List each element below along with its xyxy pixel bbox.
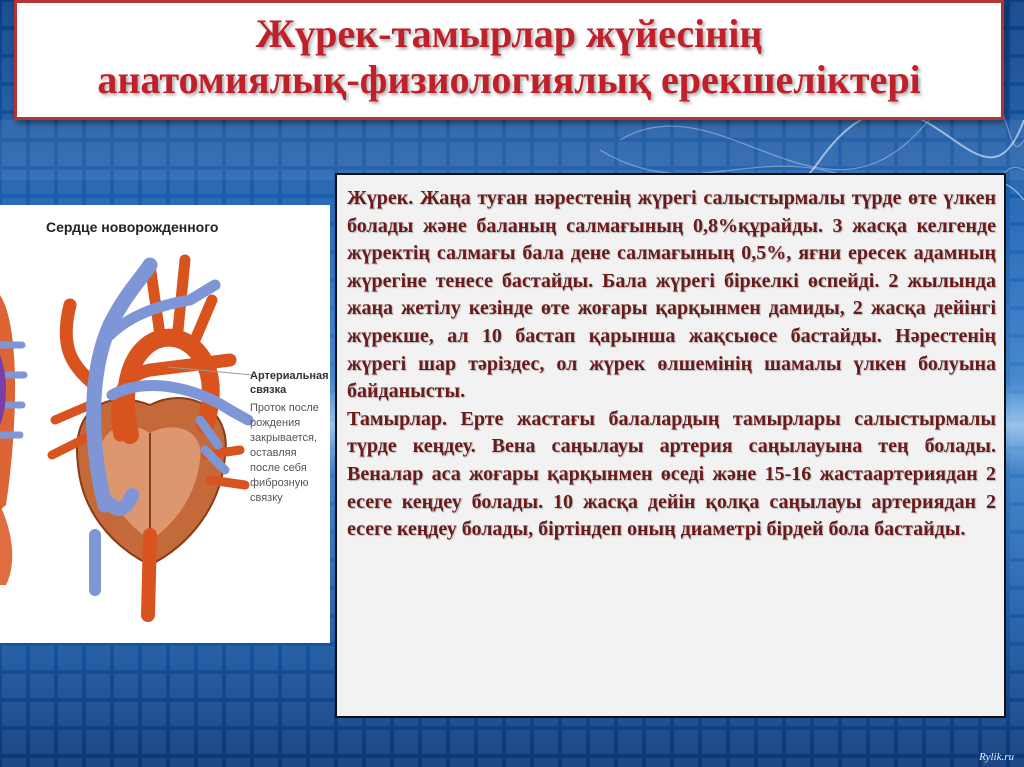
watermark: Rylik.ru xyxy=(979,751,1014,763)
title-box xyxy=(14,0,1004,120)
ligament-description: Проток после рождения закрывается, оставляя после себя фиброзную связку xyxy=(250,402,319,504)
slide-title-line-2: анатомиялық-физиологиялық ерекшеліктері xyxy=(97,57,921,102)
paragraph-heart: Жүрек. Жаңа туған нәрестенің жүрегі салыстырмалы түрде өте үлкен болады және баланың салмағының 0,8%құрайды. 3 жасқа келгенде жүректің салмағы бала дене салмағының 0,5%, яғни ересек адамның жүрегіне тенесе бастайды. Бала жүрегі біркелкі өспейді. 2 жылында жаңа жетілу кезінде өте жоғары қарқынмен дамиды, 2 жасқа дейінгі жүрекше, ал 10 бастап қарынша жақсыөсе бастайды. Нәрестенің жүрегі шар тәріздес, ол жүрек өлшемінің шамалы үлкен болуына байданысты. xyxy=(347,187,996,403)
ligament-label: Артериальная связка xyxy=(250,370,329,396)
paragraph-vessels: Тамырлар. Ерте жастағы балалардың тамырлары салыстырмалы түрде кеңдеу. Вена саңылауы артерия саңылауына тең болады. Веналар аса жоғары қарқынмен өседі және 15-16 жастаартериядан 2 есеге кеңдеу болады. 10 жасқа дейін қолқа саңылауы артериядан 2 есеге кеңдеу болады, біртіндеп оның диаметрі бірдей бола бастайды. xyxy=(347,407,996,541)
heart-figure-panel xyxy=(0,205,330,643)
body-text-box xyxy=(335,173,1006,718)
slide-title-line-1: Жүрек-тамырлар жүйесінің xyxy=(255,11,763,56)
figure-caption: Сердце новорожденного xyxy=(46,219,219,235)
